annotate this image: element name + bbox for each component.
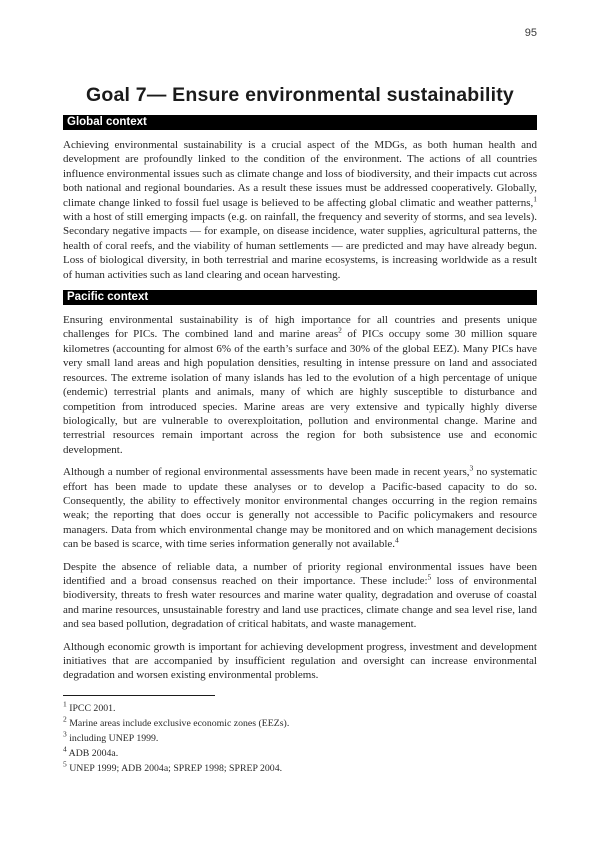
footnotes — [63, 701, 537, 776]
footnote-number: 5 — [63, 759, 67, 769]
global-context-section — [63, 138, 537, 282]
footnote-number: 1 — [63, 699, 67, 709]
footnote-number: 2 — [63, 714, 67, 724]
footnote-number: 3 — [63, 729, 67, 739]
pacific-context-section — [63, 313, 537, 683]
section-heading-pacific-context — [63, 290, 537, 305]
footnote-2 — [63, 716, 537, 731]
footnote-3 — [63, 731, 537, 746]
global-context-paragraph-1: Achieving environmental sustainability is a crucial aspect of the MDGs, as both human health and development are profoundly linked to the condition of the environment. The actions of all countries influence environmental issues such as climate change and loss of biodiversity, and their impacts cut across both national and regional boundaries. As a result these issues must be addressed cooperatively. Globally, climate change linked to fossil fuel usage is believed to be affecting global climatic and weather patterns,$^1$ with a host of still emerging impacts (e.g. on rainfall, the frequency and severity of storms, and sea levels). Secondary negative impacts — for example, on disease incidence, water supplies, agricultural patterns, the health of coral reefs, and the viability of human settlements — are predicted and may have already begun. Loss of biological diversity, in both terrestrial and marine ecosystems, is increasing worldwide as a result of human activities such as land clearing and ocean harvesting. — [63, 139, 537, 281]
section-heading-label: Pacific context — [67, 291, 149, 304]
footnote-5 — [63, 761, 537, 776]
section-heading-label: Global context — [67, 116, 147, 128]
footnote-text: Marine areas include exclusive economic zones (EEZs). — [66, 717, 290, 729]
pacific-context-paragraph-1: Ensuring environmental sustainability is of high importance for all countries and presents unique challenges for PICs. The combined land and marine areas$^2$ of PICs occupy some 30 million square kilometres (accounting for almost 6% of the earth’s surface and 30% of the global EEZ). Many PICs have very small land areas and high population densities, resulting in intense pressure on land and associated resources. The extreme isolation of many islands has led to the evolution of a high percentage of unique (endemic) terrestrial plants and animals, many of which are highly susceptible to disturbance and competition from introduced species. Marine areas are very extensive and typically highly diverse biologically, but are vulnerable to overexploitation, pollution and environmental change. Marine and terrestrial resources remain important across the region for both subsistence use and economic development. — [63, 314, 537, 456]
footnote-4 — [63, 746, 537, 761]
pacific-context-paragraph-4: Although economic growth is important for achieving development progress, investment and development initiatives that are accompanied by insufficient regulation and oversight can increase environmental degradation and worsen existing environmental problems. — [63, 640, 537, 682]
pacific-context-paragraph-2: Although a number of regional environmental assessments have been made in recent years,$^3$ no systematic effort has been made to update these analyses or to develop a Pacific-based capacity to do so. Consequently, the ability to effectively monitor environmental changes occurring in the region remains weak; the reporting that does occur is generally not accessible to Pacific policymakers and resource managers. Data from which environmental change may be monitored and on which management decisions can be based is scarce, with time series information generally not available.$^4$ — [63, 463, 538, 551]
footnote-text: ADB 2004a. — [66, 747, 119, 759]
page-title: Goal 7— Ensure environmental sustainability — [86, 84, 514, 106]
footnote-separator — [63, 695, 215, 696]
pacific-context-paragraph-3: Despite the absence of reliable data, a number of priority regional environmental issues have been identified and a broad consensus reached on their importance. These include:$^5$ loss of environmental biodiversity, threats to fresh water resources and marine water quality, degradation and overuse of coastal and marine resources, unsustainable forestry and land use practices, climate change and sea level rise, land and sea based pollution, degradation of critical habitats, and waste management. — [63, 560, 537, 631]
footnote-text: IPCC 2001. — [66, 702, 116, 714]
footnote-text: UNEP 1999; ADB 2004a; SPREP 1998; SPREP 2004. — [66, 762, 283, 774]
footnote-text: including UNEP 1999. — [66, 732, 159, 744]
footnote-number: 4 — [63, 744, 67, 754]
section-heading-global-context — [63, 115, 537, 130]
page-number: 95 — [524, 27, 537, 39]
footnote-1 — [63, 701, 537, 716]
